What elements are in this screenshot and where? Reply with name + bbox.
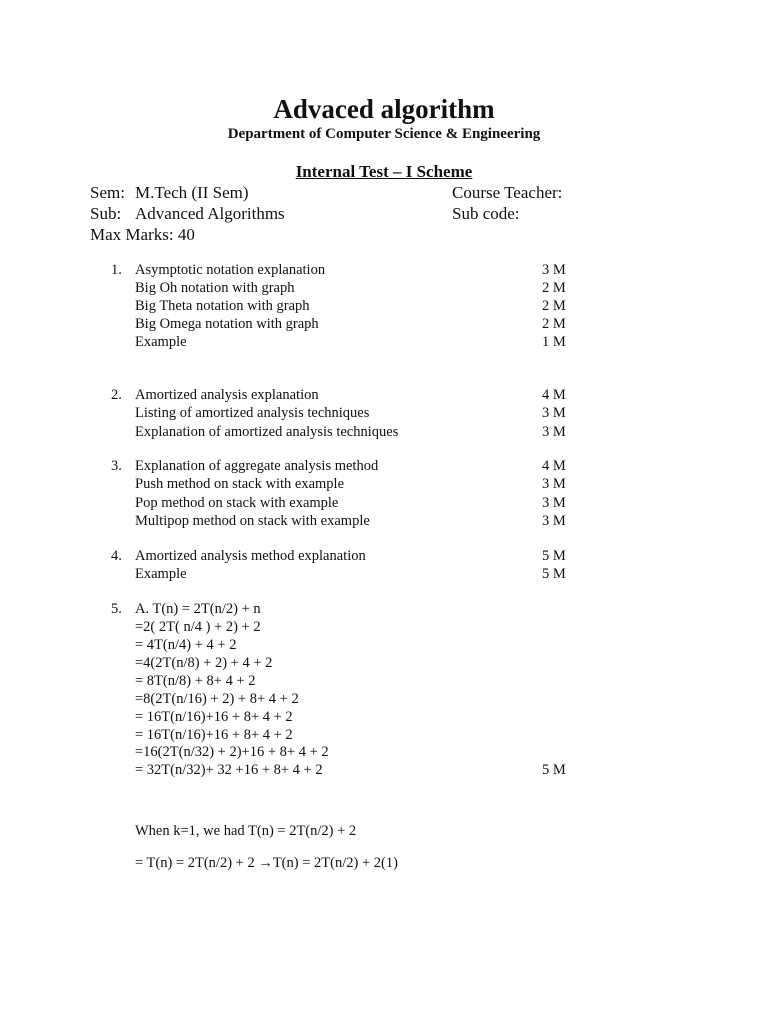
sub-label: Sub: bbox=[90, 204, 122, 223]
question-item: Listing of amortized analysis techniques bbox=[135, 405, 370, 421]
question-item: Amortized analysis method explanation bbox=[135, 548, 366, 564]
item-marks: 1 M bbox=[542, 334, 566, 350]
question-item: Big Theta notation with graph bbox=[135, 298, 310, 314]
question-item: Pop method on stack with example bbox=[135, 495, 339, 511]
item-marks: 4 M bbox=[542, 387, 566, 403]
item-marks: 2 M bbox=[542, 298, 566, 314]
question-item: Big Oh notation with graph bbox=[135, 280, 295, 296]
sem-value: M.Tech (II Sem) bbox=[135, 183, 249, 202]
question-item: Push method on stack with example bbox=[135, 476, 345, 492]
question-item: Example bbox=[135, 334, 187, 350]
note-line: = T(n) = 2T(n/2) + 2 →T(n) = 2T(n/2) + 2(1) bbox=[135, 855, 398, 871]
item-marks: 3 M bbox=[542, 513, 566, 529]
recurrence-line: = 16T(n/16)+16 + 8+ 4 + 2 bbox=[135, 727, 293, 743]
item-marks: 3 M bbox=[542, 405, 566, 421]
recurrence-line: = 16T(n/16)+16 + 8+ 4 + 2 bbox=[135, 709, 293, 725]
course-teacher-label: Course Teacher: bbox=[452, 183, 563, 202]
recurrence-line: = 4T(n/4) + 4 + 2 bbox=[135, 637, 237, 653]
document-title: Advaced algorithm bbox=[273, 94, 495, 124]
recurrence-line: =16(2T(n/32) + 2)+16 + 8+ 4 + 2 bbox=[135, 744, 329, 760]
item-marks: 2 M bbox=[542, 280, 566, 296]
item-marks: 5 M bbox=[542, 566, 566, 582]
question-item: Explanation of aggregate analysis method bbox=[135, 458, 379, 474]
question-item: Asymptotic notation explanation bbox=[135, 262, 326, 278]
recurrence-line: =8(2T(n/16) + 2) + 8+ 4 + 2 bbox=[135, 691, 299, 707]
question-number: 2. bbox=[111, 387, 122, 403]
recurrence-line: =2( 2T( n/4 ) + 2) + 2 bbox=[135, 619, 261, 635]
question-item: Big Omega notation with graph bbox=[135, 316, 319, 332]
sub-value: Advanced Algorithms bbox=[135, 204, 285, 223]
item-marks: 3 M bbox=[542, 476, 566, 492]
item-marks: 5 M bbox=[542, 762, 566, 778]
department-name: Department of Computer Science & Engineering bbox=[227, 126, 541, 142]
note-line: When k=1, we had T(n) = 2T(n/2) + 2 bbox=[135, 823, 357, 839]
item-marks: 5 M bbox=[542, 548, 566, 564]
item-marks: 4 M bbox=[542, 458, 566, 474]
question-number: 5. bbox=[111, 601, 122, 617]
scheme-heading: Internal Test – I Scheme bbox=[295, 162, 473, 181]
recurrence-line: A. T(n) = 2T(n/2) + n bbox=[135, 601, 261, 617]
sub-code-label: Sub code: bbox=[452, 204, 520, 223]
question-number: 3. bbox=[111, 458, 122, 474]
question-item: Explanation of amortized analysis techniques bbox=[135, 424, 399, 440]
question-item: Amortized analysis explanation bbox=[135, 387, 319, 403]
recurrence-line: =4(2T(n/8) + 2) + 4 + 2 bbox=[135, 655, 273, 671]
sem-label: Sem: bbox=[90, 183, 125, 202]
question-item: Multipop method on stack with example bbox=[135, 513, 370, 529]
question-item: Example bbox=[135, 566, 187, 582]
item-marks: 3 M bbox=[542, 495, 566, 511]
max-marks: Max Marks: 40 bbox=[90, 225, 195, 244]
recurrence-line: = 8T(n/8) + 8+ 4 + 2 bbox=[135, 673, 256, 689]
recurrence-line: = 32T(n/32)+ 32 +16 + 8+ 4 + 2 bbox=[135, 762, 323, 778]
question-number: 4. bbox=[111, 548, 122, 564]
item-marks: 2 M bbox=[542, 316, 566, 332]
item-marks: 3 M bbox=[542, 424, 566, 440]
question-number: 1. bbox=[111, 262, 122, 278]
item-marks: 3 M bbox=[542, 262, 566, 278]
